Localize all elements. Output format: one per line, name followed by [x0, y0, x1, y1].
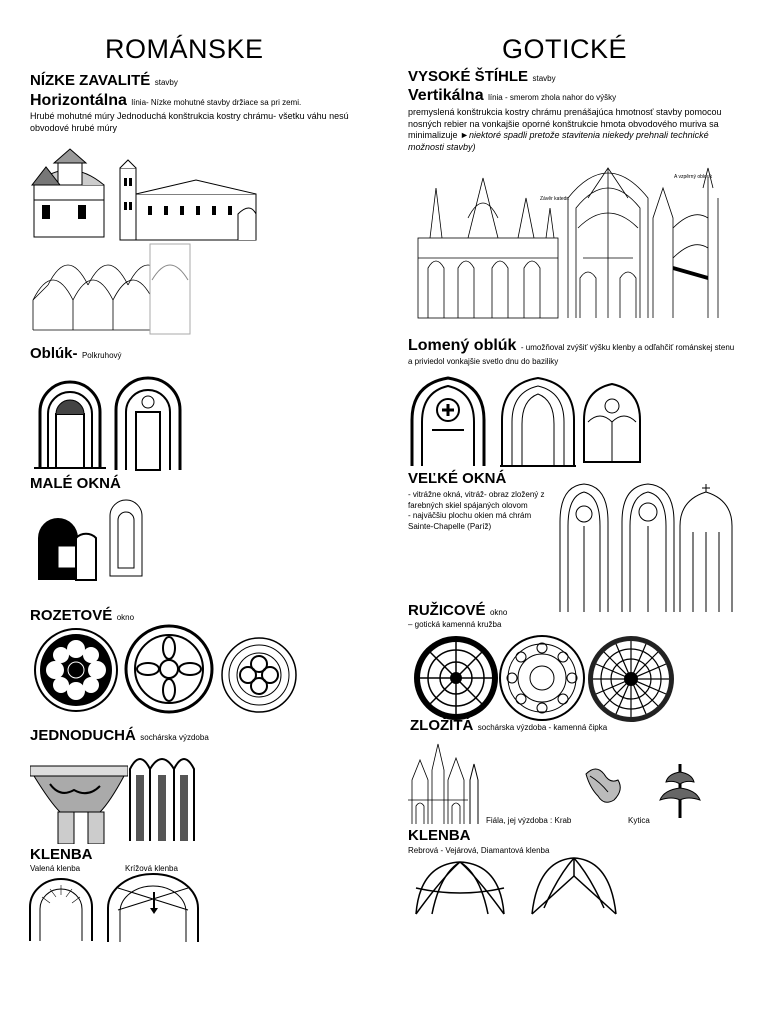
small-window-drawing-1	[36, 518, 98, 582]
title-romanske: ROMÁNSKE	[105, 34, 264, 64]
pointed-arch-drawing-2	[500, 376, 576, 468]
left-s1	[30, 72, 178, 90]
right-lomeny-small: - umožňoval zvýšiť výšku klenby a odľahčiť románskej stenu a priviedol vonkajšie svetlo dnu do baziliky	[408, 343, 735, 366]
left-rozet-heading: ROZETOVÉ	[30, 607, 113, 624]
cross-vault-drawing	[106, 872, 200, 944]
gothic-rose-window-1	[412, 634, 500, 722]
right-s2-desc-text: premyslená konštrukcia kostry chrámu prenášajúca hmotnosť stavby pomocou nosných rebier na vonkajšie oporné konštrukcie hmota obvodového muriva sa minimalizuje	[408, 107, 722, 140]
right-velke-desc-2: - najväčšiu plochu okien má chrám Sainte-Chapelle (Paríž)	[408, 511, 532, 531]
right-zloz	[410, 717, 607, 735]
fiala-caption: Fiála, jej výzdoba : Krab	[486, 816, 572, 825]
left-jedn-small: sochárska výzdoba	[140, 733, 209, 742]
left-klenba-heading: KLENBA	[30, 846, 93, 863]
left-oblouk	[30, 345, 122, 363]
romanesque-rotunda-drawing	[28, 145, 116, 240]
title-goticke: GOTICKÉ	[502, 34, 628, 64]
right-s2	[408, 87, 738, 105]
right-ruz-sub: – gotická kamenná kružba	[408, 620, 502, 629]
right-s2-desc-italic: ►niektoré spadli pretože stavitenia niekedy prehnali technické možnosti stavby)	[408, 130, 709, 152]
left-jedn	[30, 727, 209, 745]
rose-window-2	[124, 624, 214, 714]
left-oblouk-small: Polkruhový	[81, 351, 122, 360]
rose-window-1	[33, 627, 119, 713]
small-window-drawing-2	[108, 498, 144, 578]
romanesque-capitals-drawing	[30, 762, 128, 844]
kytica-caption: Kytica	[628, 816, 650, 825]
right-velke-desc	[408, 490, 548, 532]
cathedral-label-1: Závěr katedr.	[540, 196, 570, 202]
round-arch-portal-drawing-2	[112, 372, 184, 472]
left-s1-small: stavby	[154, 78, 178, 87]
left-oblouk-heading: Oblúk-	[30, 345, 78, 362]
left-s1-heading: NÍZKE ZAVALITÉ	[30, 72, 151, 89]
finial-ornament-drawing	[656, 762, 704, 820]
gothic-rose-window-2	[498, 634, 586, 722]
gothic-rose-window-3	[586, 634, 676, 724]
pointed-arch-drawing-1	[410, 376, 486, 468]
right-s2-heading: Vertikálna	[408, 87, 484, 104]
right-klenba-heading: KLENBA	[408, 827, 471, 844]
right-s1-heading: VYSOKÉ ŠTÍHLE	[408, 68, 529, 85]
romanesque-vault-axonometric	[28, 240, 193, 340]
right-s1	[408, 68, 556, 86]
rib-vault-drawing-1	[412, 858, 508, 916]
left-klenba-b: Krížová klenba	[125, 864, 178, 873]
right-ruz	[408, 602, 507, 620]
right-klenba-sub: Rebrová - Vejárová, Diamantová klenba	[408, 846, 550, 855]
left-s2-desc: Hrubé mohutné múry Jednoduchá konštrukcia kostry chrámu- všetku váhu nesú obvodové hrubé múry	[30, 111, 349, 133]
right-lomeny	[408, 337, 738, 368]
left-klenba-a: Valená klenba	[30, 864, 81, 873]
gothic-pinnacle-drawing	[408, 740, 480, 826]
round-arch-portal-drawing	[32, 372, 108, 470]
right-zloz-small: sochárska výzdoba - kamenná čipka	[477, 723, 608, 732]
romanesque-basilica-elevation	[118, 158, 263, 242]
right-s2-desc	[408, 107, 738, 153]
right-s2-small: línia - smerom zhola nahor do výšky	[488, 93, 617, 102]
left-rozet-small: okno	[116, 613, 135, 622]
left-s2	[30, 92, 375, 110]
left-s2-small: línia- Nízke mohutné stavby držiace sa pri zemi.	[131, 98, 302, 107]
right-ruz-small: okno	[489, 608, 508, 617]
right-velke-heading: VEĽKÉ OKNÁ	[408, 470, 507, 487]
right-velke-desc-1: - vitrážne okná, vitráž- obraz zložený z farebných skiel spájaných olovom	[408, 490, 545, 510]
cathedral-label-2: A vzpěrný oblouk	[674, 174, 713, 180]
left-rozet	[30, 607, 134, 625]
right-lomeny-heading: Lomený oblúk	[408, 337, 517, 354]
left-okna-heading: MALÉ OKNÁ	[30, 475, 121, 492]
gothic-cathedral-drawing	[408, 158, 730, 320]
gothic-large-windows-drawing	[556, 482, 736, 614]
romanesque-arcade-drawing	[128, 745, 196, 843]
left-s2-heading: Horizontálna	[30, 92, 127, 109]
pointed-arch-drawing-3	[582, 382, 642, 464]
rose-window-3	[220, 636, 298, 714]
crocket-ornament-drawing	[580, 762, 628, 810]
right-ruz-heading: RUŽICOVÉ	[408, 602, 486, 619]
right-zloz-heading: ZLOŽITÁ	[410, 717, 474, 734]
rib-vault-drawing-2	[528, 856, 620, 916]
barrel-vault-drawing	[28, 877, 94, 943]
left-jedn-heading: JEDNODUCHÁ	[30, 727, 136, 744]
right-s1-small: stavby	[532, 74, 556, 83]
